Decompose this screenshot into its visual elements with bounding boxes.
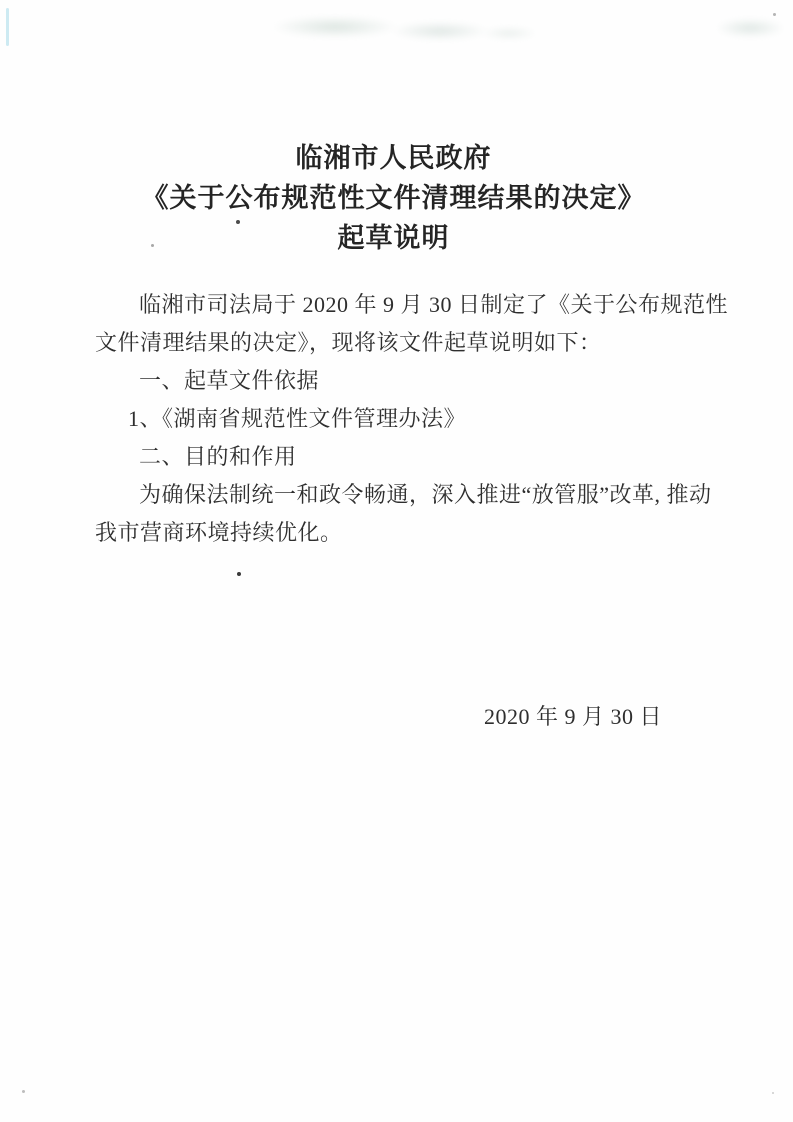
scan-speck xyxy=(22,1090,25,1093)
scan-speck xyxy=(237,572,241,576)
paragraph-intro-line-1: 临湘市司法局于 2020 年 9 月 30 日制定了《关于公布规范性 xyxy=(139,292,729,317)
paragraph-purpose-line-1: 为确保法制统一和政令畅通，深入推进“放管服”改革, 推动 xyxy=(139,482,712,507)
document-date: 2020 年 9 月 30 日 xyxy=(483,704,662,729)
scan-smudge-top-right xyxy=(698,8,793,48)
title-line-drafting-note: 起草说明 xyxy=(337,223,450,253)
scan-speck xyxy=(773,13,776,16)
title-line-government: 临湘市人民政府 xyxy=(295,143,492,173)
scan-speck xyxy=(772,1092,774,1094)
scan-line-artifact xyxy=(6,8,9,46)
list-item-regulation: 1、《湖南省规范性文件管理办法》 xyxy=(128,406,467,431)
paragraph-intro-line-2: 文件清理结果的决定》，现将该文件起草说明如下： xyxy=(95,330,602,355)
title-line-decision-name: 《关于公布规范性文件清理结果的决定》 xyxy=(141,183,646,213)
scan-smudge-top-center xyxy=(245,8,545,50)
paragraph-purpose-line-2: 我市营商环境持续优化。 xyxy=(95,520,343,545)
document-body xyxy=(95,286,729,552)
section-heading-basis: 一、起草文件依据 xyxy=(139,368,320,393)
document-title xyxy=(95,138,692,258)
section-heading-purpose: 二、目的和作用 xyxy=(139,444,297,469)
